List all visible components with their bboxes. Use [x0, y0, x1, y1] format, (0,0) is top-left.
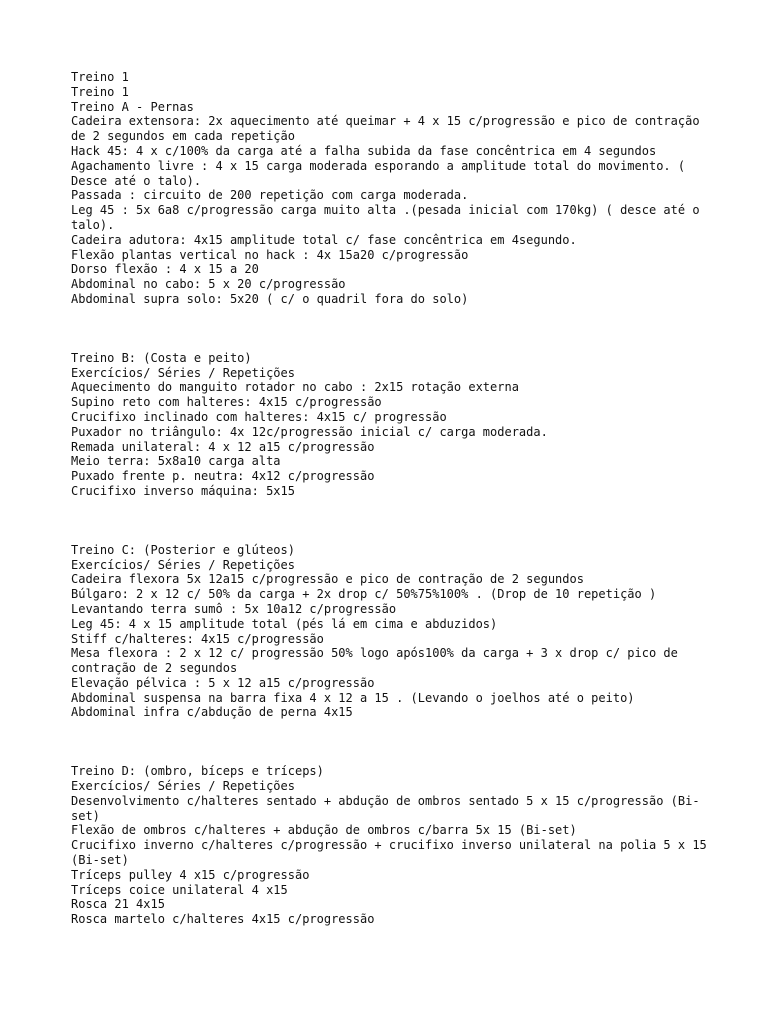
exercise-line: Cadeira adutora: 4x15 amplitude total c/ fase concêntrica em 4segundo.: [71, 232, 577, 247]
exercise-line: Cadeira extensora: 2x aquecimento até queimar + 4 x 15 c/progressão e pico de contração de 2 segundos em cada repetição: [71, 114, 707, 144]
exercise-line: Aquecimento do manguito rotador no cabo : 2x15 rotação externa: [71, 380, 519, 395]
exercise-line: Abdominal infra c/abdução de perna 4x15: [71, 705, 353, 720]
exercise-line: Agachamento livre : 4 x 15 carga moderada esporando a amplitude total do movimento. ( Desce até o talo).: [71, 158, 693, 188]
exercise-line: Meio terra: 5x8a10 carga alta: [71, 454, 281, 469]
section-spacer: [71, 307, 711, 351]
exercise-line: Supino reto com halteres: 4x15 c/progressão: [71, 395, 382, 410]
exercise-line: Tríceps pulley 4 x15 c/progressão: [71, 867, 310, 882]
section-heading: Treino A - Pernas: [71, 99, 194, 114]
exercise-line: Crucifixo inverso máquina: 5x15: [71, 483, 295, 498]
exercise-line: Passada : circuito de 200 repetição com carga moderada.: [71, 188, 469, 203]
column-header: Exercícios/ Séries / Repetições: [71, 557, 295, 572]
section-treino-b: [71, 351, 711, 499]
exercise-line: Abdominal no cabo: 5 x 20 c/progressão: [71, 277, 346, 292]
exercise-line: Abdominal suspensa na barra fixa 4 x 12 a 15 . (Levando o joelhos até o peito): [71, 690, 635, 705]
doc-subtitle: Treino 1: [71, 84, 129, 99]
document-page: [71, 70, 714, 927]
exercise-line: Flexão plantas vertical no hack : 4x 15a20 c/progressão: [71, 247, 469, 262]
doc-title: Treino 1: [71, 70, 129, 84]
exercise-line: Rosca martelo c/halteres 4x15 c/progressão: [71, 912, 375, 927]
section-heading: Treino C: (Posterior e glúteos): [71, 542, 295, 557]
exercise-line: Mesa flexora : 2 x 12 c/ progressão 50% logo após100% da carga + 3 x drop c/ pico de contração de 2 segundos: [71, 646, 686, 676]
column-header: Exercícios/ Séries / Repetições: [71, 365, 295, 380]
exercise-line: Dorso flexão : 4 x 15 a 20: [71, 262, 259, 277]
section-heading: Treino D: (ombro, bíceps e tríceps): [71, 764, 324, 779]
section-treino-a: [71, 70, 711, 307]
exercise-line: Abdominal supra solo: 5x20 ( c/ o quadril fora do solo): [71, 291, 469, 306]
exercise-line: Desenvolvimento c/halteres sentado + abdução de ombros sentado 5 x 15 c/progressão (Bi-set): [71, 793, 700, 823]
exercise-line: Elevação pélvica : 5 x 12 a15 c/progressão: [71, 675, 375, 690]
section-spacer: [71, 720, 711, 764]
section-treino-c: [71, 543, 711, 721]
exercise-line: Puxador no triângulo: 4x 12c/progressão inicial c/ carga moderada.: [71, 424, 548, 439]
section-treino-d: [71, 764, 714, 927]
exercise-line: Levantando terra sumô : 5x 10a12 c/progressão: [71, 601, 397, 616]
exercise-line: Crucifixo inverno c/halteres c/progressão + crucifixo inverso unilateral na polia 5 x 15 (Bi-set): [71, 838, 714, 868]
exercise-line: Hack 45: 4 x c/100% da carga até a falha subida da fase concêntrica em 4 segundos: [71, 143, 657, 158]
exercise-line: Rosca 21 4x15: [71, 897, 165, 912]
exercise-line: Leg 45 : 5x 6a8 c/progressão carga muito alta .(pesada inicial com 170kg) ( desce até o talo).: [71, 203, 707, 232]
exercise-line: Flexão de ombros c/halteres + abdução de ombros c/barra 5x 15 (Bi-set): [71, 823, 577, 838]
exercise-line: Tríceps coice unilateral 4 x15: [71, 882, 288, 897]
exercise-line: Puxado frente p. neutra: 4x12 c/progressão: [71, 469, 375, 484]
exercise-line: Remada unilateral: 4 x 12 a15 c/progressão: [71, 439, 375, 454]
exercise-line: Búlgaro: 2 x 12 c/ 50% da carga + 2x drop c/ 50%75%100% . (Drop de 10 repetição ): [71, 587, 657, 602]
column-header: Exercícios/ Séries / Repetições: [71, 779, 295, 794]
exercise-line: Stiff c/halteres: 4x15 c/progressão: [71, 631, 324, 646]
exercise-line: Leg 45: 4 x 15 amplitude total (pés lá em cima e abduzidos): [71, 616, 498, 631]
section-spacer: [71, 499, 711, 543]
exercise-line: Crucifixo inclinado com halteres: 4x15 c/ progressão: [71, 409, 447, 424]
section-heading: Treino B: (Costa e peito): [71, 350, 252, 365]
exercise-line: Cadeira flexora 5x 12a15 c/progressão e pico de contração de 2 segundos: [71, 572, 584, 587]
